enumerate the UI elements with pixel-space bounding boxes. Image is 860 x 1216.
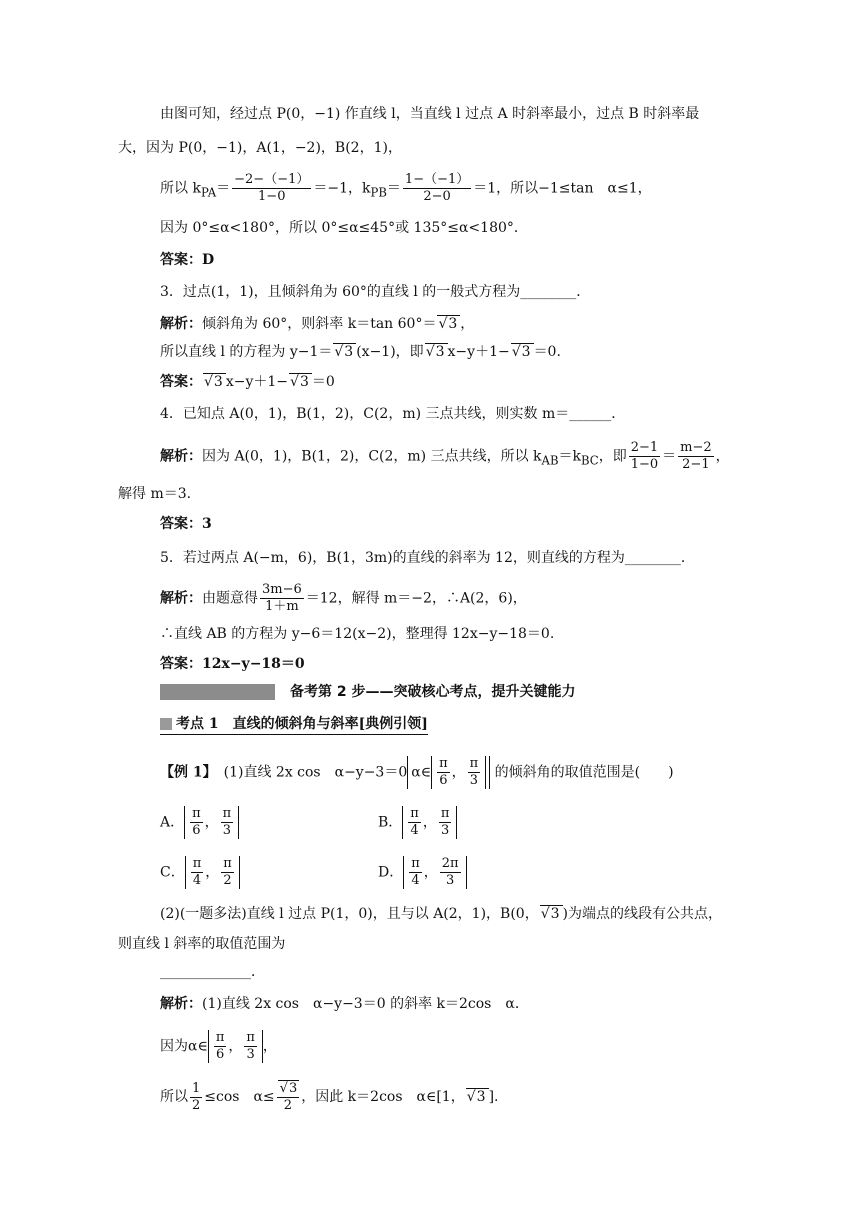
solution-line: 因为α∈ $\frac{\pi}{6}$ ， $\frac{\pi}{3}$ ， (160, 1030, 277, 1062)
solution-line: 解析：由题意得 $\frac{3m-6}{1+m}$ ＝12，解得 m＝−2，∴A(2，6)， (160, 582, 527, 614)
solution-line: 所以直线 l 的方程为 y−1＝√ 3 (x−1)，即√ 3 x−y＋1−√ 3 ＝0. (160, 342, 561, 362)
key-point-heading: 考点 1 直线的倾斜角与斜率[典例引领] (160, 714, 428, 735)
answer-line: 答案：12x−y−18＝0 (160, 656, 305, 672)
text-line: 解得 m＝3. (118, 486, 192, 502)
square-icon (160, 718, 172, 730)
fraction: $\frac{3m-6}{1+m}$ (262, 582, 302, 614)
text-line: 大，因为 P(0，−1)，A(1，−2)，B(2，1)， (118, 140, 402, 156)
option-b: B． $\frac{\pi}{4}$ ， $\frac{\pi}{3}$ (378, 806, 457, 839)
text-line: ∴直线 AB 的方程为 y−6＝12(x−2)，整理得 12x−y−18＝0. (160, 626, 555, 642)
solution-line: 解析：倾斜角为 60°，则斜率 k＝tan 60°＝√ 3 ， (160, 314, 474, 334)
option-d: D． $\frac{\pi}{4}$ ， $\frac{2\pi}{3}$ (378, 856, 467, 889)
question-5: 5．若过两点 A(−m，6)，B(1，3m)的直线的斜率为 12，则直线的方程为________． (160, 550, 695, 566)
formula-line: 所以 $k_{PA}=$ $\frac{-2-(-1)}{1-0}$ ＝−1，$k_{PB}=$ $\frac{1-(-1)}{2-0}$ ＝1，所以−1≤tan α≤1， (160, 172, 652, 204)
fraction: $\frac{m-2}{2-1}$ (680, 440, 712, 472)
text-line: 因为 0°≤α<180°，所以 0°≤α≤45°或 135°≤α<180°． (160, 220, 528, 236)
condition-bracket: α∈ $\frac{\pi}{6}$ ， $\frac{\pi}{3}$ (407, 756, 490, 789)
section-bar (160, 684, 275, 700)
section-heading: 备考第 2 步——突破核心考点，提升关键能力 (290, 684, 576, 700)
text-line: 则直线 l 斜率的取值范围为 (118, 936, 286, 952)
text-line: (2)(一题多法)直线 l 过点 P(1，0)，且与以 A(2，1)，B(0，√ 3 )为端点的线段有公共点， (160, 904, 722, 924)
fraction: $\frac{2-1}{1-0}$ (630, 440, 659, 472)
option-c: C． $\frac{\pi}{4}$ ， $\frac{\pi}{2}$ (160, 856, 240, 889)
answer-line: 答案：3 (160, 516, 212, 532)
answer-line: 答案：D (160, 252, 215, 268)
fraction: $\frac{1-(-1)}{2-0}$ (404, 172, 470, 204)
answer-line: 答案：√ 3 x−y＋1−√ 3 ＝0 (160, 372, 335, 392)
blank-line: _____________． (160, 964, 265, 980)
fraction: $\frac{-2-(-1)}{1-0}$ (234, 172, 310, 204)
solution-line: 解析：(1)直线 2x cos α−y−3＝0 的斜率 k＝2cos α． (160, 996, 529, 1012)
question-3: 3．过点(1，1)，且倾斜角为 60°的直线 l 的一般式方程为________． (160, 284, 591, 300)
option-a: A． $\frac{\pi}{6}$ ， $\frac{\pi}{3}$ (160, 806, 239, 839)
solution-line: 所以 $\frac{1}{2}$ ≤cos α≤ √ $\frac{3}{2}$ ，因此 k＝2cos α∈[1，√ 3 ]. (160, 1080, 498, 1114)
text-line: 由图可知，经过点 P(0，−1) 作直线 l，当直线 l 过点 A 时斜率最小，过点 B 时斜率最 (160, 106, 700, 122)
solution-line: 解析：因为 A(0，1)，B(1，2)，C(2，m) 三点共线，所以 $k_{AB}=k_{BC}$，即 $\frac{2-1}{1-0}$ ＝ $\frac{m-2}{2-1}$ ， (160, 440, 730, 472)
question-4: 4．已知点 A(0，1)，B(1，2)，C(2，m) 三点共线，则实数 m＝______． (160, 406, 626, 422)
example-line: 【例 1】 (1)直线 2x cos α−y−3＝0 α∈ $\frac{\pi}{6}$ ， $\frac{\pi}{3}$ 的倾斜角的取值范围是( ) (160, 756, 674, 788)
